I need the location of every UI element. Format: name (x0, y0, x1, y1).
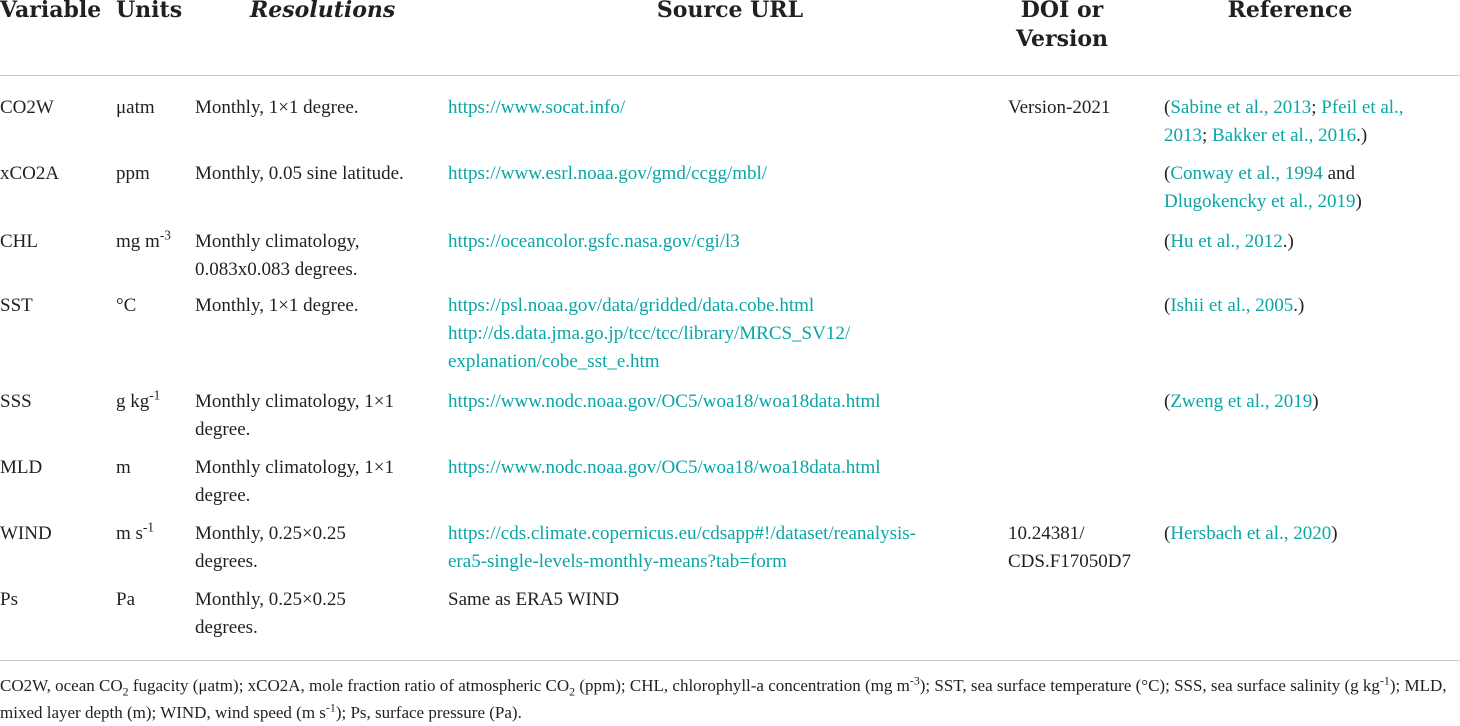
header-doi-line2: Version (1015, 26, 1109, 52)
row-ps-source: Same as ERA5 WIND (448, 589, 620, 610)
footnote-sup-4: -1 (1379, 673, 1390, 688)
reference-link[interactable]: Conway et al., 1994 (1170, 163, 1323, 184)
row-ps-resolution (195, 586, 346, 642)
row-wind-resolution-l1: Monthly, 0.25×0.25 (195, 523, 346, 544)
header-variable: Variable (0, 0, 102, 23)
row-sss-variable: SSS (0, 391, 32, 412)
row-ps-units: Pa (116, 589, 135, 610)
row-wind-doi-l1: 10.24381/ (1008, 523, 1085, 544)
reference-text: ( (1164, 231, 1171, 252)
row-co2w-reference (1164, 94, 1404, 150)
row-co2w-variable: CO2W (0, 97, 54, 118)
row-mld-units: m (116, 457, 131, 478)
row-chl-units (116, 228, 171, 256)
row-ps-resolution-l1: Monthly, 0.25×0.25 (195, 589, 346, 610)
row-co2w-units: μatm (116, 97, 155, 118)
reference-text: ( (1164, 391, 1171, 412)
reference-text: ( (1164, 523, 1171, 544)
row-chl-variable: CHL (0, 231, 38, 252)
row-wind-variable: WIND (0, 523, 52, 544)
row-chl-resolution-l2: 0.083x0.083 degrees. (195, 259, 358, 280)
row-sst-source-link-1[interactable]: https://psl.noaa.gov/data/gridded/data.cobe.html (448, 295, 815, 316)
row-sst-reference (1164, 292, 1304, 320)
reference-text: and (1322, 163, 1356, 184)
row-xco2a-reference (1164, 160, 1362, 216)
row-sst-resolution: Monthly, 1×1 degree. (195, 295, 359, 316)
footnote-sub-2: 2 (569, 684, 576, 699)
row-sst-source-link-2-cont[interactable]: explanation/cobe_sst_e.htm (448, 351, 660, 372)
row-co2w-version: Version-2021 (1008, 97, 1111, 118)
row-chl-source-link[interactable]: https://oceancolor.gsfc.nasa.gov/cgi/l3 (448, 231, 740, 252)
row-mld-source-link[interactable]: https://www.nodc.noaa.gov/OC5/woa18/woa18data.html (448, 457, 881, 478)
header-rule (0, 75, 1460, 76)
row-chl-resolution-l1: Monthly climatology, (195, 231, 360, 252)
reference-link[interactable]: Hersbach et al., 2020 (1170, 523, 1332, 544)
footnote-sup-5: -1 (325, 700, 336, 715)
row-mld-resolution (195, 454, 394, 510)
header-resolutions: Resolutions (250, 0, 396, 23)
footnote-part-2: fugacity (μatm); xCO2A, mole fraction ratio of atmospheric CO (128, 676, 570, 695)
row-chl-resolution (195, 228, 359, 284)
reference-text: .) (1282, 231, 1294, 252)
reference-text: ( (1164, 295, 1171, 316)
header-source-url: Source URL (656, 0, 804, 23)
row-chl-units-base: mg m (116, 231, 160, 252)
row-wind-resolution (195, 520, 346, 576)
footnote-part-5: ); MLD, mixed layer depth (m); WIND, wind speed (m s (0, 676, 1447, 722)
row-wind-doi (1008, 520, 1131, 576)
row-xco2a-resolution: Monthly, 0.05 sine latitude. (195, 163, 404, 184)
row-wind-resolution-l2: degrees. (195, 551, 258, 572)
table-bottom-rule (0, 660, 1460, 661)
row-sst-units: °C (116, 295, 137, 316)
row-sss-units (116, 388, 160, 416)
footnote-sup-3: -3 (909, 673, 920, 688)
row-ps-resolution-l2: degrees. (195, 617, 258, 638)
reference-text: .) (1356, 125, 1368, 146)
reference-link[interactable]: Zweng et al., 2019 (1170, 391, 1313, 412)
row-wind-source-link[interactable]: https://cds.climate.copernicus.eu/cdsapp#!/dataset/reanalysis- (448, 523, 916, 544)
row-wind-units (116, 520, 154, 548)
row-mld-variable: MLD (0, 457, 43, 478)
row-sss-units-exp: -1 (149, 387, 161, 403)
row-sss-resolution (195, 388, 394, 444)
row-sst-sources (448, 292, 850, 376)
reference-text: ( (1164, 97, 1171, 118)
row-co2w-source-link[interactable]: https://www.socat.info/ (448, 97, 626, 118)
row-ps-variable: Ps (0, 589, 18, 610)
reference-text: ) (1355, 191, 1362, 212)
row-wind-units-exp: -1 (142, 519, 155, 535)
reference-text: ) (1312, 391, 1319, 412)
row-chl-reference (1164, 228, 1294, 256)
header-doi-line1: DOI or (1020, 0, 1104, 23)
reference-link[interactable]: Ishii et al., 2005 (1170, 295, 1294, 316)
footnote-part-1: CO2W, ocean CO (0, 676, 123, 695)
reference-link[interactable]: Bakker et al., 2016 (1212, 125, 1357, 146)
header-units: Units (116, 0, 183, 23)
row-mld-resolution-l2: degree. (195, 485, 251, 506)
row-co2w-resolution: Monthly, 1×1 degree. (195, 97, 359, 118)
row-wind-units-base: m s (116, 523, 143, 544)
reference-text: ; (1311, 97, 1322, 118)
row-sss-resolution-l2: degree. (195, 419, 251, 440)
footnote-part-3: (ppm); CHL, chlorophyll-a concentration (mg m (575, 676, 910, 695)
footnote-part-4: ); SST, sea surface temperature (°C); SSS, sea surface salinity (g kg (919, 676, 1380, 695)
row-mld-resolution-l1: Monthly climatology, 1×1 (195, 457, 394, 478)
row-xco2a-variable: xCO2A (0, 163, 60, 184)
header-reference: Reference (1227, 0, 1353, 23)
row-sss-resolution-l1: Monthly climatology, 1×1 (195, 391, 394, 412)
footnote-part-6: ); Ps, surface pressure (Pa). (335, 703, 522, 722)
reference-link[interactable]: Sabine et al., 2013 (1170, 97, 1312, 118)
row-chl-units-exp: -3 (159, 227, 171, 243)
row-sst-variable: SST (0, 295, 33, 316)
table-footnote (0, 672, 1460, 726)
reference-text: ; (1202, 125, 1213, 146)
reference-text: ( (1164, 163, 1171, 184)
reference-text: .) (1293, 295, 1305, 316)
reference-link[interactable]: Hu et al., 2012 (1170, 231, 1283, 252)
row-sss-units-base: g kg (116, 391, 150, 412)
footnote-sub-1: 2 (122, 684, 129, 699)
row-wind-doi-l2: CDS.F17050D7 (1008, 551, 1131, 572)
header-doi (1000, 0, 1124, 54)
reference-link[interactable]: Pfeil et al., (1321, 97, 1404, 118)
row-sss-source-link[interactable]: https://www.nodc.noaa.gov/OC5/woa18/woa18data.html (448, 391, 881, 412)
reference-link[interactable]: 2013 (1164, 125, 1202, 146)
row-sst-source-link-2[interactable]: http://ds.data.jma.go.jp/tcc/tcc/library/MRCS_SV12/ (448, 323, 851, 344)
row-xco2a-source-link[interactable]: https://www.esrl.noaa.gov/gmd/ccgg/mbl/ (448, 163, 768, 184)
row-wind-reference (1164, 520, 1338, 548)
row-sss-reference (1164, 388, 1319, 416)
row-xco2a-units: ppm (116, 163, 150, 184)
reference-text: ) (1331, 523, 1338, 544)
reference-link[interactable]: Dlugokencky et al., 2019 (1164, 191, 1356, 212)
row-wind-sources (448, 520, 916, 576)
row-wind-source-link-cont[interactable]: era5-single-levels-monthly-means?tab=form (448, 551, 787, 572)
